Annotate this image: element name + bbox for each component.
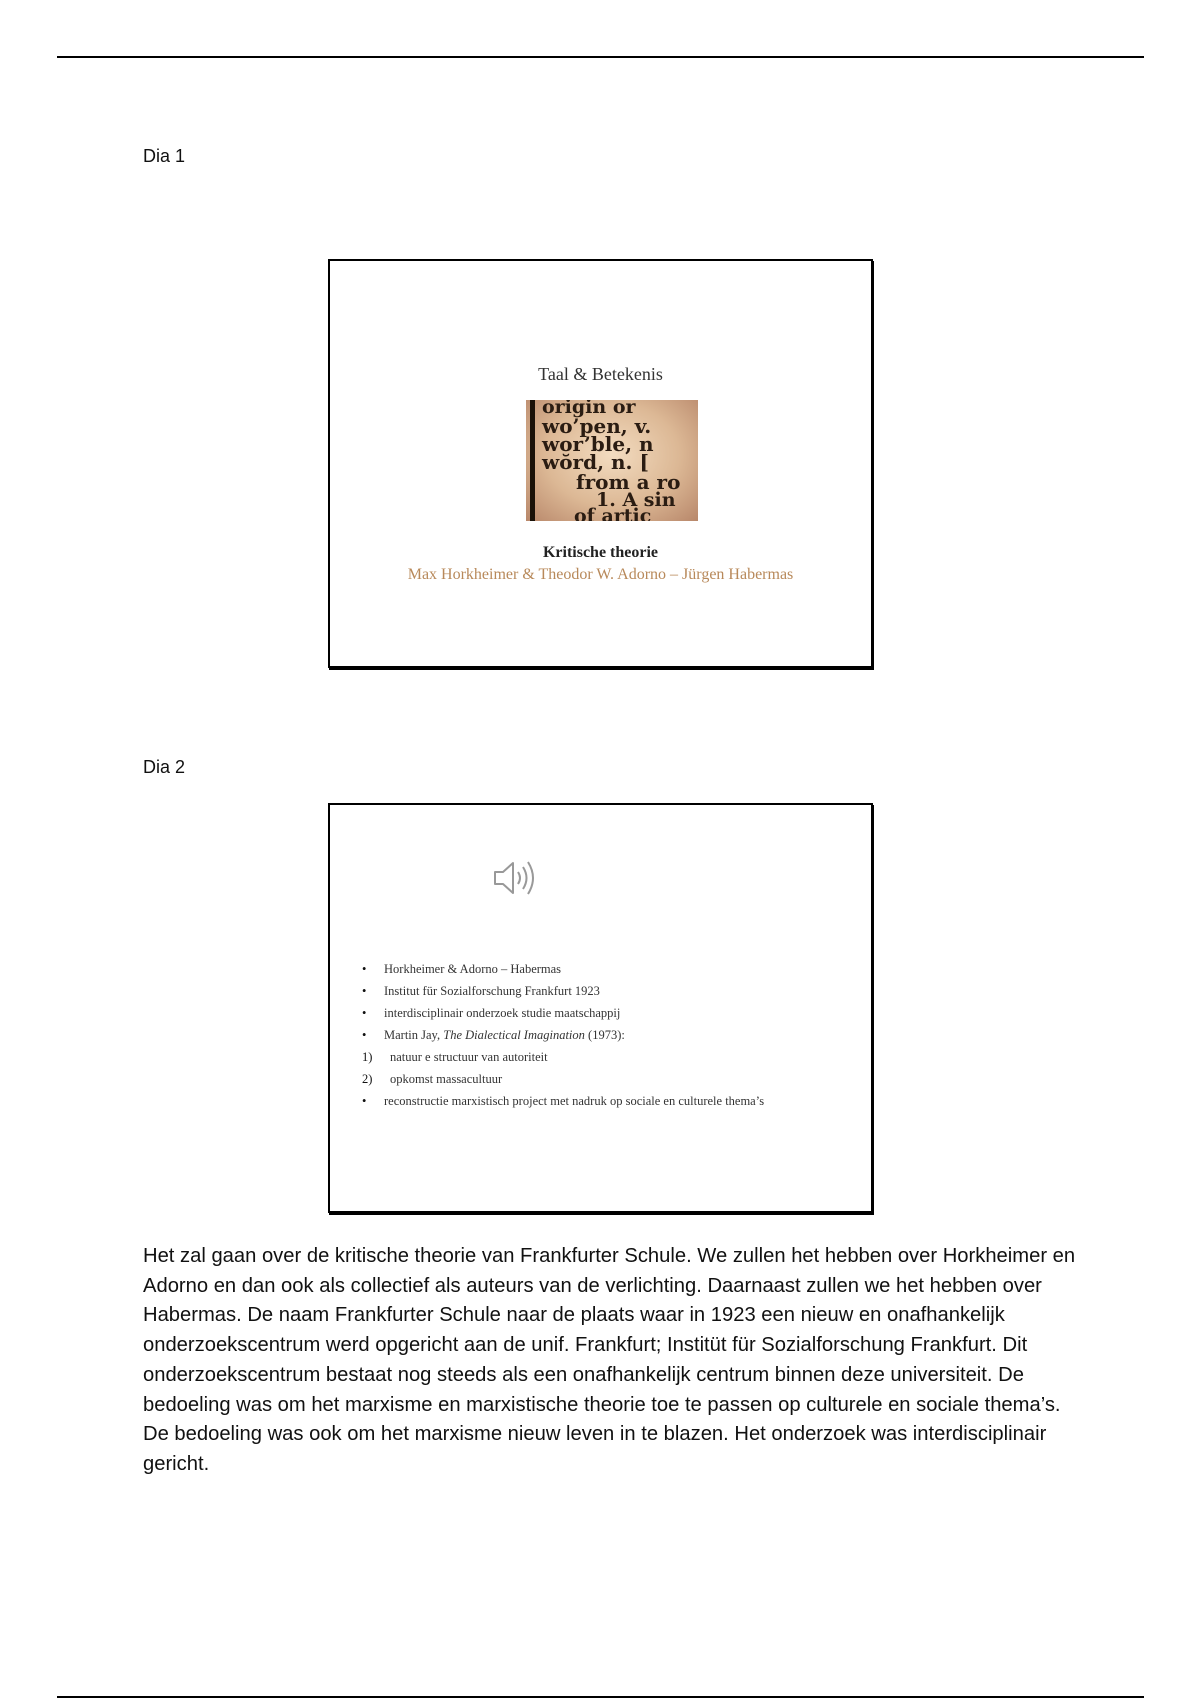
list-item xyxy=(362,1002,764,1024)
list-item-text: interdisciplinair onderzoek studie maatschappij xyxy=(384,1006,621,1020)
slide-label-dia-1: Dia 1 xyxy=(143,146,186,166)
bullet-marker: • xyxy=(362,1094,367,1108)
number-marker: 2) xyxy=(362,1072,373,1086)
image-word-line: origin or xyxy=(542,400,636,418)
image-word-line: of artic xyxy=(574,505,652,521)
slide-authors: Max Horkheimer & Theodor W. Adorno – Jürgen Habermas xyxy=(407,566,794,583)
bullet-marker: • xyxy=(362,962,367,976)
list-item xyxy=(362,1068,764,1090)
slide-subtitle: Kritische theorie xyxy=(542,544,659,561)
list-item-text: Horkheimer & Adorno – Habermas xyxy=(384,962,562,976)
image-word-line: wo’pen, v. xyxy=(542,414,652,438)
list-item xyxy=(362,980,764,1002)
image-word-line: from a ro xyxy=(576,470,681,494)
page-top-rule xyxy=(57,56,1144,58)
list-item-text-after: (1973): xyxy=(584,1028,625,1042)
bullet-marker: • xyxy=(362,1028,367,1042)
image-word-line: wor’ble, n xyxy=(542,432,654,456)
slide-label-dia-2: Dia 2 xyxy=(143,757,186,777)
list-item-text: reconstructie marxistisch project met nadruk op sociale en culturele thema’s xyxy=(384,1094,765,1108)
image-word-line: 1. A sin xyxy=(596,489,676,511)
speaker-icon[interactable] xyxy=(491,858,541,898)
body-paragraph: Het zal gaan over de kritische theorie van Frankfurter Schule. We zullen het hebben over Horkheimer en Adorno en dan ook als collectief als auteurs van de verlichting. Daarnaast zullen we het hebben over Habermas. De naam Frankfurter Schule naar de plaats waar in 1923 een nieuw en onafhankelijk onderzoekscentrum werd opgericht aan de unif. Frankfurt; Institüt für Sozialforschung Frankfurt. Dit onderzoekscentrum bestaat nog steeds als een onafhankelijk centrum binnen deze universiteit. De bedoeling was om het marxisme en marxistische theorie toe te passen op culturele en sociale thema’s. De bedoeling was ook om het marxisme nieuw leven in te blazen. Het onderzoek was interdisciplinair gericht. xyxy=(143,1245,1076,1475)
list-item-text: Institut für Sozialforschung Frankfurt 1923 xyxy=(384,984,600,998)
image-word-line: wŏrd, n. [ xyxy=(542,450,649,474)
list-item-text: opkomst massacultuur xyxy=(390,1072,503,1086)
slide-title: Taal & Betekenis xyxy=(538,364,663,384)
list-item-text: natuur e structuur van autoriteit xyxy=(390,1050,548,1064)
dictionary-word-image xyxy=(526,400,698,521)
page-bottom-rule xyxy=(57,1696,1144,1698)
book-title: The Dialectical Imagination xyxy=(443,1028,585,1042)
list-item xyxy=(362,958,764,980)
list-item-text: Martin Jay, xyxy=(384,1028,444,1042)
bullet-marker: • xyxy=(362,984,367,998)
number-marker: 1) xyxy=(362,1050,373,1064)
list-item xyxy=(362,1090,764,1112)
list-item xyxy=(362,1024,764,1046)
slide-bullet-list xyxy=(362,958,764,1112)
slide-dia-2 xyxy=(328,803,873,1213)
slide-dia-1 xyxy=(328,259,873,668)
bullet-marker: • xyxy=(362,1006,367,1020)
image-bar xyxy=(530,400,535,521)
list-item xyxy=(362,1046,764,1068)
